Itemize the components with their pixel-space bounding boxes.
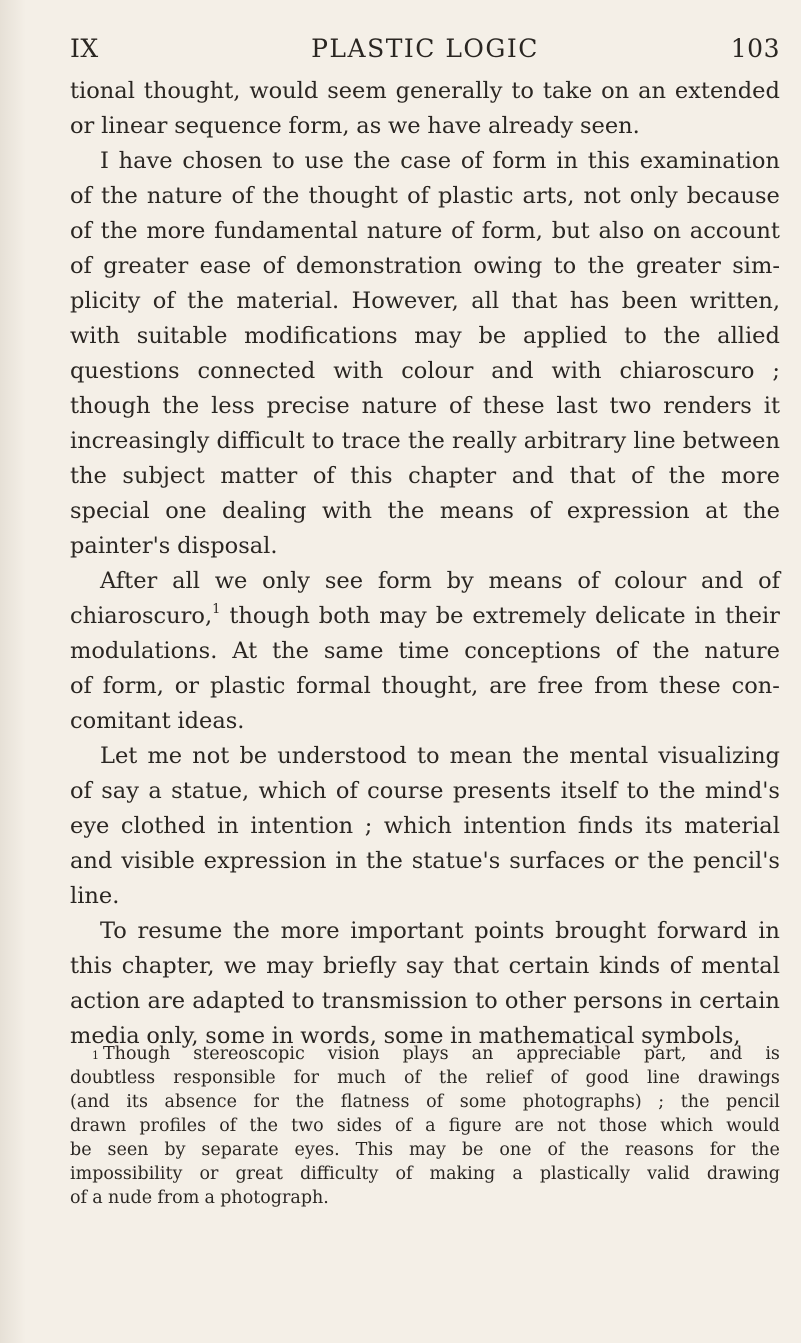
running-title: PLASTIC LOGIC bbox=[311, 34, 539, 63]
body-line: painter's disposal. bbox=[70, 533, 278, 559]
body-line: this chapter, we may briefly say that certain kinds of mental bbox=[70, 953, 780, 979]
footnote-reference: 1 bbox=[212, 602, 221, 617]
page-binding-shadow bbox=[0, 0, 26, 1343]
footnote-line: of a nude from a photograph. bbox=[70, 1188, 329, 1208]
body-line: or linear sequence form, as we have already seen. bbox=[70, 113, 640, 139]
body-line: of say a statue, which of course presents itself to the mind's bbox=[70, 778, 780, 804]
footnote-line: impossibility or great difficulty of making a plastically valid drawing bbox=[70, 1164, 780, 1184]
body-line: of the nature of the thought of plastic arts, not only because bbox=[70, 183, 780, 209]
body-line: questions connected with colour and with chiaroscuro ; bbox=[70, 358, 780, 384]
body-line: plicity of the material. However, all that has been written, bbox=[70, 288, 780, 314]
body-line: with suitable modifications may be applied to the allied bbox=[70, 323, 780, 349]
body-line: special one dealing with the means of expression at the bbox=[70, 498, 780, 524]
body-line: After all we only see form by means of colour and of bbox=[100, 568, 780, 594]
footnote-line bbox=[70, 1042, 780, 1066]
body-line: and visible expression in the statue's surfaces or the pencil's bbox=[70, 848, 780, 874]
body-line: the subject matter of this chapter and that of the more bbox=[70, 463, 780, 489]
footnote-text: Though stereoscopic vision plays an appreciable part, and is bbox=[103, 1044, 780, 1064]
chapter-number: IX bbox=[70, 34, 99, 63]
body-text bbox=[70, 74, 780, 1054]
body-line: of form, or plastic formal thought, are free from these con- bbox=[70, 673, 780, 699]
footnote-line: doubtless responsible for much of the relief of good line drawings bbox=[70, 1068, 780, 1088]
footnote-line: (and its absence for the flatness of some photographs) ; the pencil bbox=[70, 1092, 780, 1112]
page-number: 103 bbox=[730, 34, 780, 63]
footnotes bbox=[70, 1042, 780, 1210]
body-line: of the more fundamental nature of form, but also on account bbox=[70, 218, 780, 244]
body-line: Let me not be understood to mean the mental visualizing bbox=[100, 743, 780, 769]
body-line: line. bbox=[70, 883, 120, 909]
body-line: chiaroscuro,$^1$ though both may be extremely delicate in their bbox=[70, 602, 780, 629]
running-header bbox=[70, 34, 780, 70]
body-line: I have chosen to use the case of form in this examination bbox=[100, 148, 780, 174]
body-line: comitant ideas. bbox=[70, 708, 245, 734]
body-line: of greater ease of demonstration owing to the greater sim- bbox=[70, 253, 780, 279]
body-line: modulations. At the same time conceptions of the nature bbox=[70, 638, 780, 664]
footnote-line: drawn profiles of the two sides of a figure are not those which would bbox=[70, 1116, 780, 1136]
body-line: increasingly difficult to trace the really arbitrary line between bbox=[70, 428, 780, 454]
body-line: tional thought, would seem generally to take on an extended bbox=[70, 78, 780, 104]
body-line: media only, some in words, some in mathematical symbols, bbox=[70, 1023, 741, 1049]
footnote-line: be seen by separate eyes. This may be one of the reasons for the bbox=[70, 1140, 780, 1160]
body-line: action are adapted to transmission to other persons in certain bbox=[70, 988, 780, 1014]
body-line: eye clothed in intention ; which intention finds its material bbox=[70, 813, 780, 839]
body-line: though the less precise nature of these last two renders it bbox=[70, 393, 780, 419]
body-line: To resume the more important points brought forward in bbox=[100, 918, 780, 944]
footnote-marker: 1 bbox=[92, 1049, 99, 1062]
